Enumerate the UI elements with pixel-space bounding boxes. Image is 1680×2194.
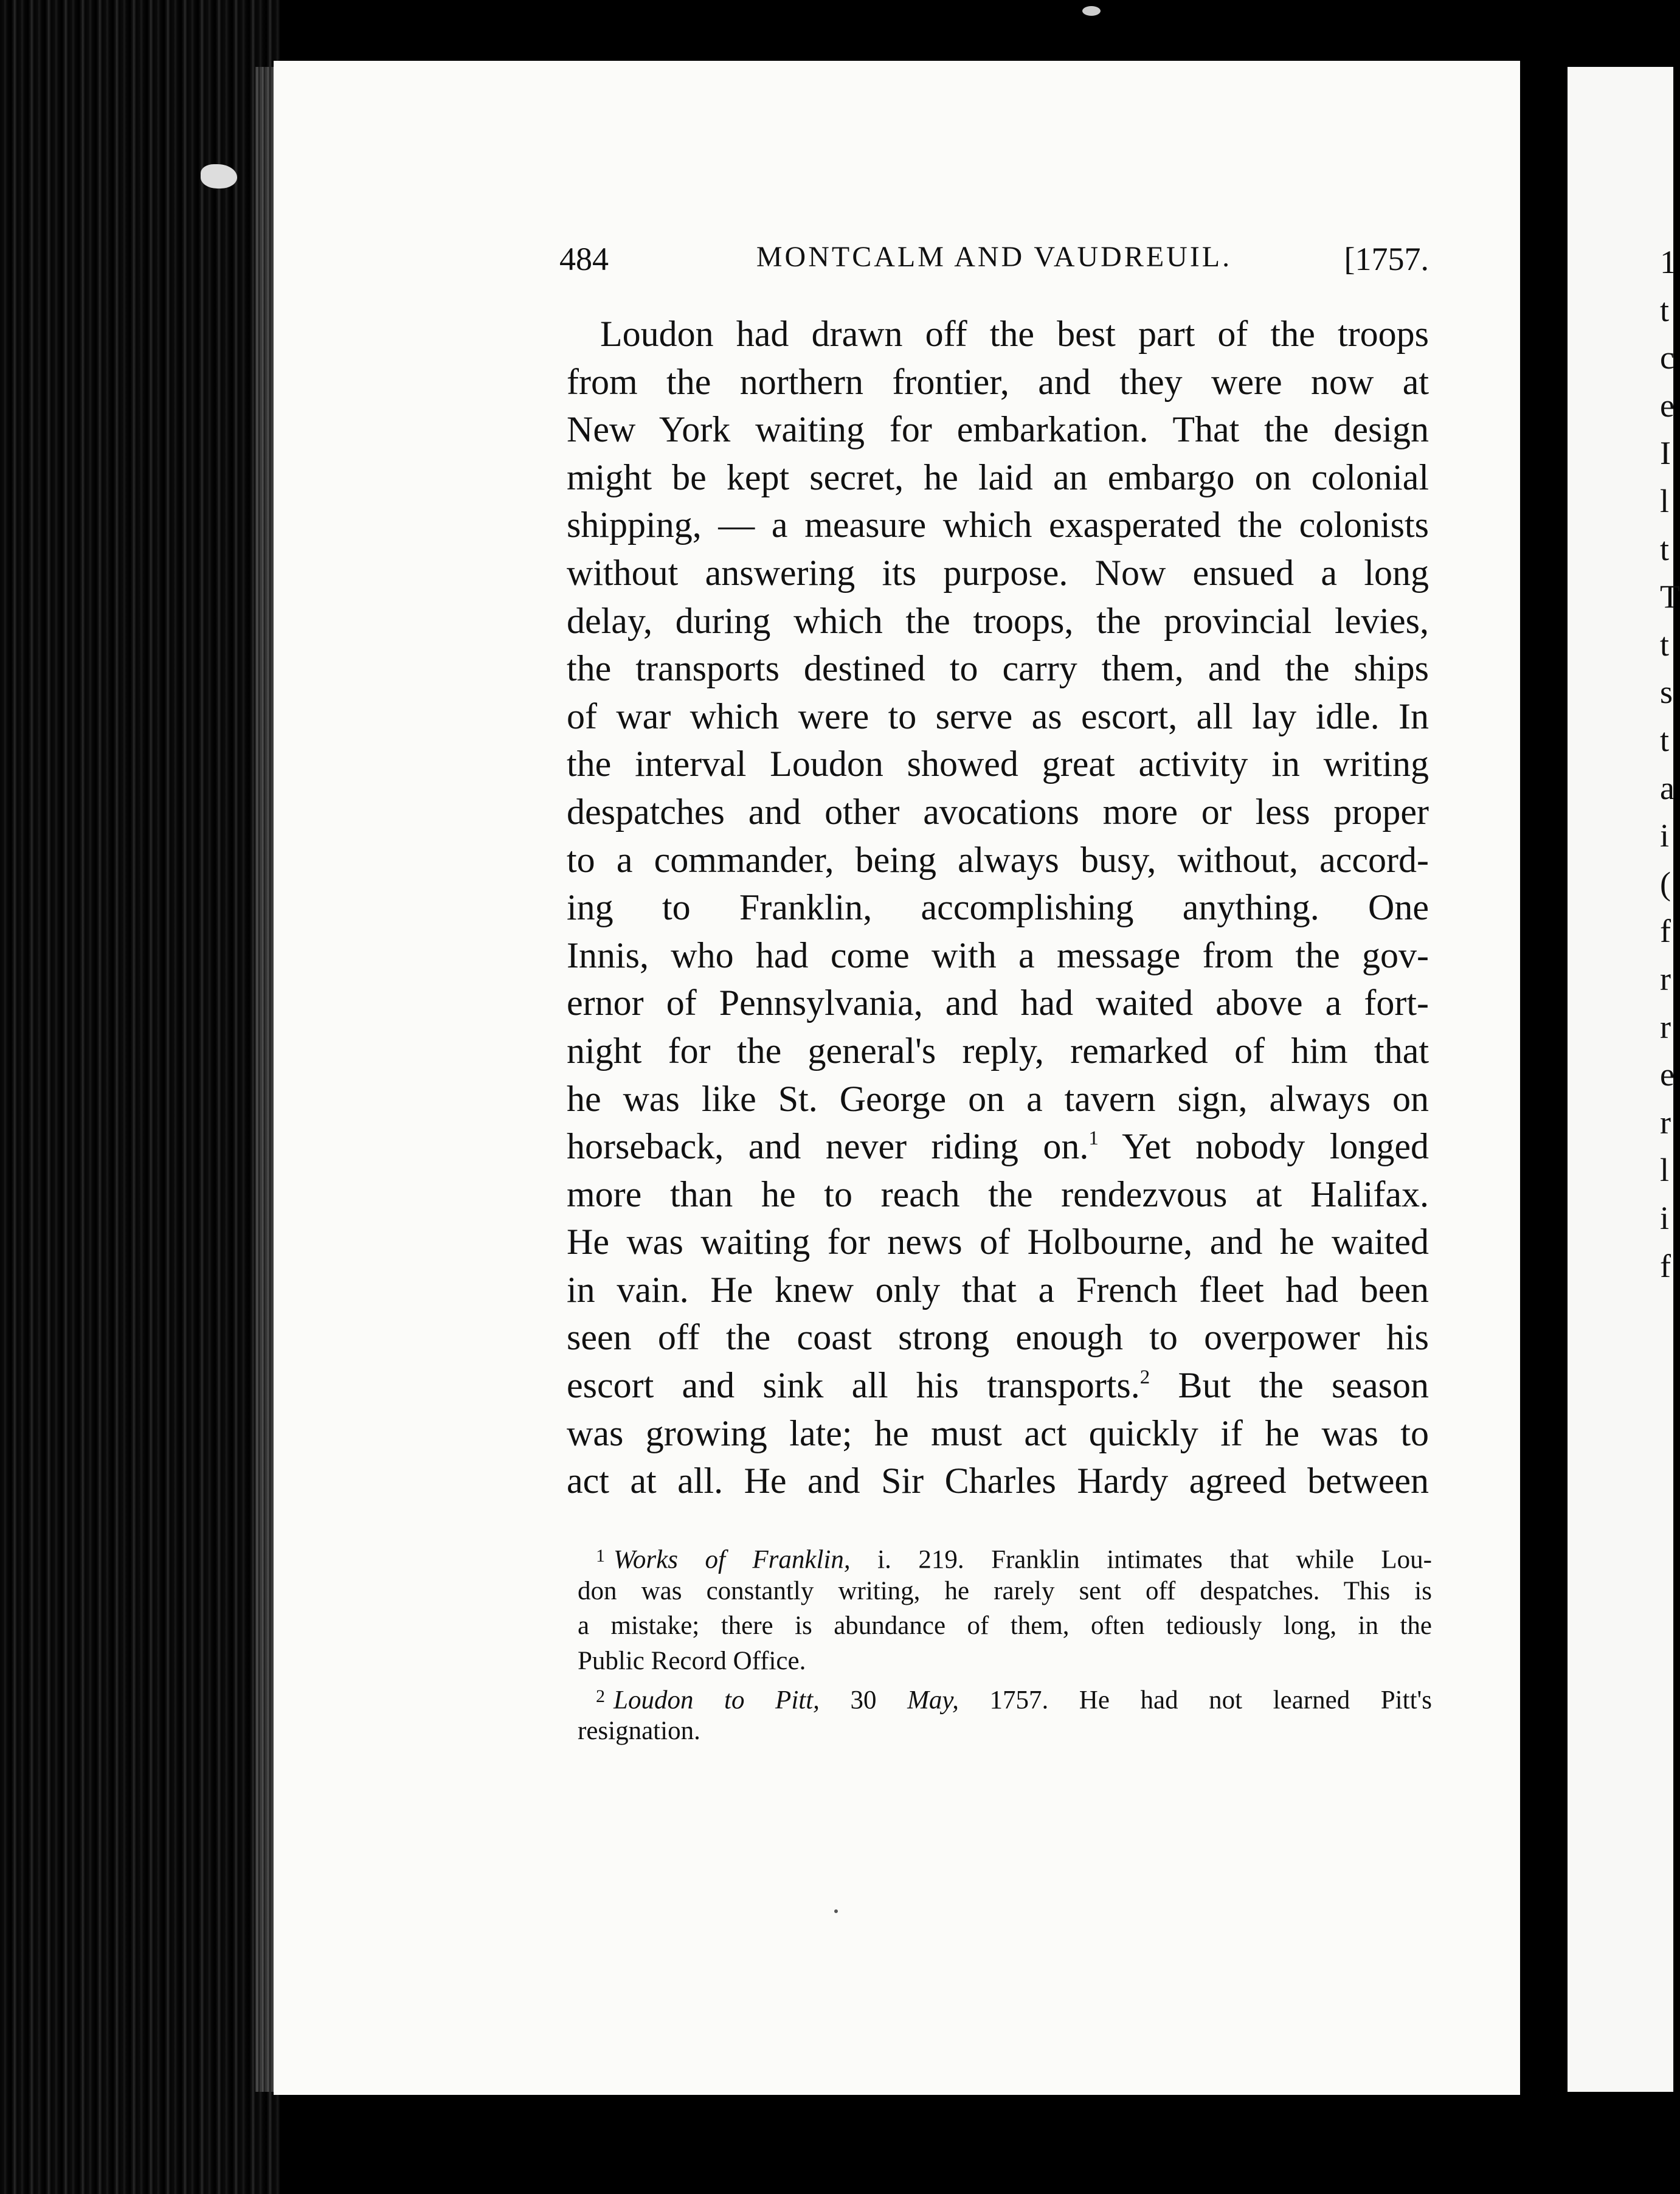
text-line: the interval Loudon showed great activity in writing (567, 744, 1429, 784)
text-line: delay, during which the troops, the provincial levies, (567, 600, 1429, 641)
footnote-line: Public Record Office. (578, 1647, 806, 1676)
text-line: act at all. He and Sir Charles Hardy agreed between (567, 1461, 1429, 1501)
text-line: to a commander, being always busy, without, accord- (567, 839, 1429, 880)
footnote-line: resignation. (578, 1717, 700, 1746)
facing-page-strip (1568, 67, 1673, 2092)
facing-page-letter: f (1660, 1247, 1671, 1284)
text-line: despatches and other avocations more or less proper (567, 791, 1429, 832)
facing-page-letter: r (1660, 1104, 1671, 1141)
facing-page-letter: l (1660, 483, 1670, 519)
footnote-2-number: 2 (596, 1685, 606, 1706)
text-line: New York waiting for embarkation. That the design (567, 409, 1429, 450)
facing-page-letter: t (1660, 626, 1670, 663)
facing-page-letter: I (1660, 435, 1671, 472)
text-line: ing to Franklin, accomplishing anything. One (567, 887, 1429, 928)
footnote-2-text: 1757. He had not learned Pitt's (958, 1686, 1433, 1715)
spine-speck (201, 164, 237, 189)
text-line: Loudon had drawn off the best part of the troops (600, 314, 1429, 354)
facing-page-letter: f (1660, 913, 1671, 950)
facing-page-letter: e (1660, 1056, 1675, 1093)
facing-page-letter: t (1660, 722, 1670, 758)
footnote-2-source-b: May, (907, 1686, 959, 1715)
footnotes (578, 1538, 1432, 1749)
text-line: ernor of Pennsylvania, and had waited above a fort- (567, 983, 1429, 1023)
text-line: seen off the coast strong enough to overpower his (567, 1317, 1429, 1358)
facing-page-letter: a (1660, 769, 1675, 806)
text-line: more than he to reach the rendezvous at Halifax. (567, 1174, 1429, 1214)
footnote-1-number: 1 (596, 1545, 606, 1566)
running-head (559, 240, 1429, 283)
text-line: in vain. He knew only that a French fleet had been (567, 1269, 1429, 1310)
footnote-line: a mistake; there is abundance of them, often tediously long, in the (578, 1611, 1432, 1641)
facing-page-letter: s (1660, 674, 1673, 711)
text-line (567, 1123, 1429, 1171)
body-text (567, 310, 1429, 1505)
text-line: without answering its purpose. Now ensued a long (567, 552, 1429, 593)
text-line: was growing late; he must act quickly if he was to (567, 1413, 1429, 1453)
footnote-1-first-line (578, 1538, 1432, 1574)
footnote-2-first-line (578, 1679, 1432, 1714)
footnote-1-source: Works of Franklin, (614, 1545, 851, 1574)
page-edges (255, 67, 274, 2092)
facing-page-letter: r (1660, 1008, 1671, 1045)
text-line: Innis, who had come with a message from the gov- (567, 935, 1429, 975)
text-segment: Yet nobody longed (1098, 1126, 1429, 1167)
scan-speck (1082, 6, 1101, 16)
facing-page-letter: t (1660, 530, 1670, 567)
text-line: He was waiting for news of Holbourne, and he waited (567, 1222, 1429, 1262)
text-line: the transports destined to carry them, and the ships (567, 648, 1429, 689)
facing-page-letter: i (1660, 817, 1670, 854)
text-line: from the northern frontier, and they were now at (567, 361, 1429, 402)
text-line: might be kept secret, he laid an embargo on colonial (567, 457, 1429, 497)
footnote-line: don was constantly writing, he rarely sent off despatches. This is (578, 1576, 1432, 1605)
footnote-2-middle: 30 (819, 1686, 908, 1715)
facing-page-letter: t (1660, 291, 1670, 328)
book-spine (0, 0, 280, 2194)
facing-page-letter: e (1660, 387, 1675, 424)
text-line: he was like St. George on a tavern sign, always on (567, 1078, 1429, 1119)
facing-page-letter: ( (1660, 865, 1671, 902)
footnote-2-source-a: Loudon to Pitt, (614, 1686, 820, 1715)
text-segment: escort and sink all his transports. (567, 1365, 1140, 1406)
text-segment: But the season (1150, 1365, 1429, 1406)
facing-page-letter: 1 (1660, 244, 1676, 280)
facing-page-letter: r (1660, 961, 1671, 997)
footnote-marker: 2 (1139, 1366, 1150, 1388)
text-segment: horseback, and never riding on. (567, 1126, 1089, 1167)
facing-page-letter: c (1660, 339, 1675, 376)
text-line: shipping, — a measure which exasperated the colonists (567, 505, 1429, 545)
facing-page-letter: T (1660, 578, 1680, 615)
footnote-marker: 1 (1088, 1127, 1099, 1149)
facing-page-letter: i (1660, 1200, 1670, 1236)
text-line: of war which were to serve as escort, all lay idle. In (567, 696, 1429, 736)
running-head-title: MONTCALM AND VAUDREUIL. (756, 241, 1232, 273)
running-head-year: [1757. (1344, 241, 1429, 277)
text-line (567, 1362, 1429, 1410)
scan-dot (834, 1909, 838, 1913)
text-line: night for the general's reply, remarked of him that (567, 1030, 1429, 1071)
page-number: 484 (559, 241, 609, 277)
footnote-1-text: i. 219. Franklin intimates that while Lou- (850, 1545, 1432, 1574)
facing-page-letter: l (1660, 1152, 1670, 1189)
